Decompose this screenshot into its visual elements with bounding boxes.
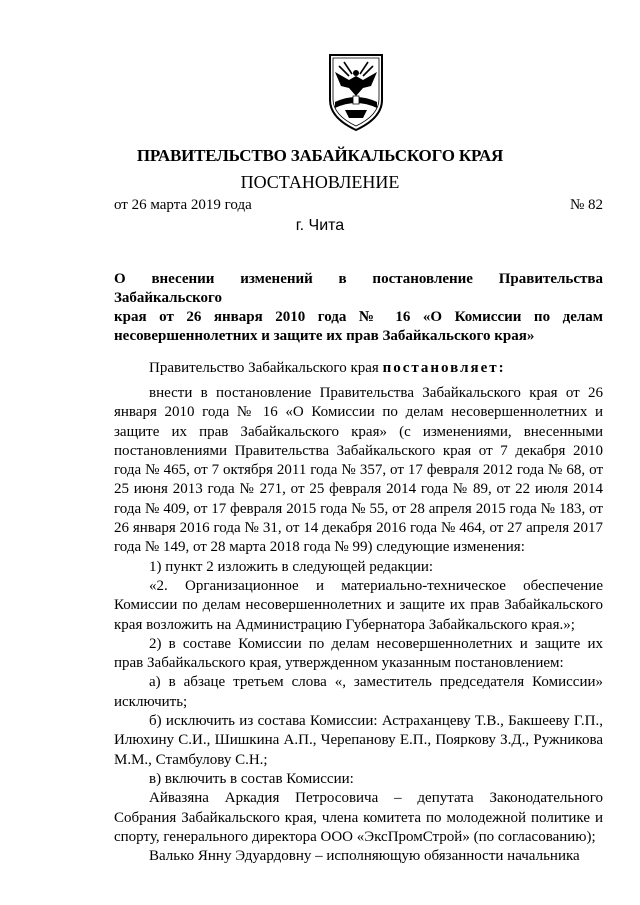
intro-text: Правительство Забайкальского края (149, 360, 383, 376)
body-paragraph: внести в постановление Правительства Забайкальского края от 26 января 2010 года № 16 «О Комиссии по делам несовершеннолетних и защите их прав Забайкальского края» (с изменениями, внесенными постановлениями Правительства Забайкальского края от 7 декабря 2010 года № 465, от 7 октября 2011 года № 357, от 17 февраля 2012 года № 68, от 25 июня 2013 года № 271, от 25 февраля 2014 года № 89, от 22 июля 2014 года № 409, от 17 февраля 2015 года № 55, от 28 апреля 2015 года № 183, от 26 января 2016 года № 31, от 14 декабря 2016 года № 464, от 27 апреля 2017 года № 149, от 28 марта 2018 года № 99) следующие изменения: (114, 385, 603, 556)
body-paragraph: б) исключить из состава Комиссии: Астраханцеву Т.В., Бакшееву Г.П., Илюхину С.И., Шишкина А.П., Черепанову Е.П., Пояркову З.Д., Ружникова М.М., Стамбулову С.Н.; (114, 713, 603, 768)
document-city: г. Чита (295, 217, 345, 234)
body-paragraph: Айвазяна Аркадия Петросовича – депутата Законодательного Собрания Забайкальского края, члена комитета по молодежной политике и спорту, генерального директора ООО «ЭксПромСтрой» (по согласованию); (114, 790, 603, 845)
document-type: ПОСТАНОВЛЕНИЕ (240, 172, 400, 192)
body-paragraph: Валько Янну Эдуардовну – исполняющую обязанности начальника (149, 848, 580, 865)
coat-of-arms-icon (327, 52, 385, 134)
body-paragraph: 1) пункт 2 изложить в следующей редакции: (149, 558, 434, 575)
document-number: № 82 (569, 197, 603, 213)
intro-emphasis: постановляет: (382, 360, 506, 376)
body-paragraph: 2) в составе Комиссии по делам несовершеннолетних и защите их прав Забайкальского края, утвержденном указанным постановлением: (114, 635, 603, 672)
title-line: О внесении изменений в постановление Правительства Забайкальского (114, 271, 603, 306)
body-paragraph: «2. Организационное и материально-техническое обеспечение Комиссии по делам несовершеннолетних и защите их прав Забайкальского края возложить на Администрацию Губернатора Забайкальского края.»; (114, 577, 603, 633)
title-line: несовершеннолетних и защите их прав Забайкальского края» (114, 328, 535, 344)
document-date: от 26 марта 2019 года (114, 197, 252, 213)
government-name: ПРАВИТЕЛЬСТВО ЗАБАЙКАЛЬСКОГО КРАЯ (136, 146, 504, 165)
body-paragraph: в) включить в состав Комиссии: (149, 770, 354, 787)
document-body (114, 384, 603, 866)
document-title (114, 270, 603, 346)
body-paragraph: а) в абзаце третьем слова «, заместитель председателя Комиссии» исключить; (114, 674, 603, 710)
title-line: края от 26 января 2010 года № 16 «О Комиссии по делам (114, 309, 603, 325)
intro-line (149, 360, 506, 377)
